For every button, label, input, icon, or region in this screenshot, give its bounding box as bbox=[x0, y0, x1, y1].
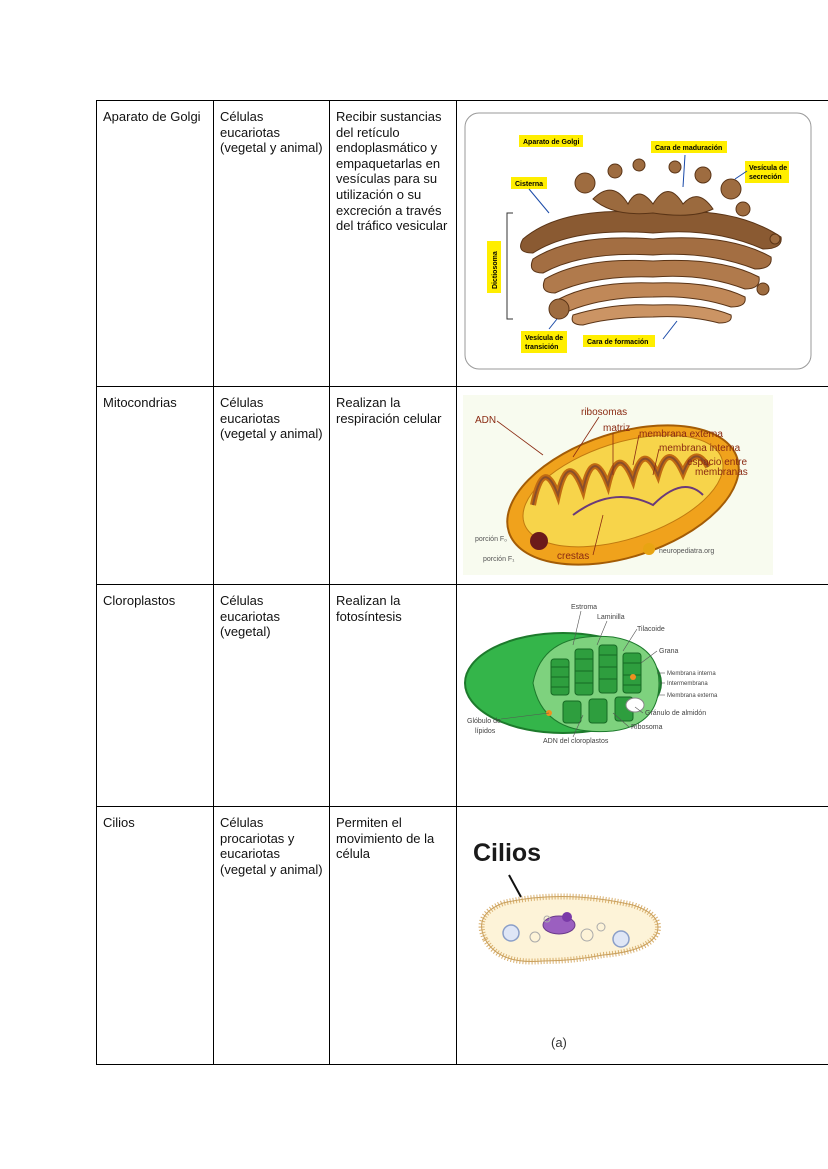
function-text: Realizan la respiración celular bbox=[336, 395, 442, 426]
label-tilacoide: Tilacoide bbox=[637, 626, 665, 633]
function-text: Recibir sustancias del retículo endoplasmático y empaquetarlas en vesículas para su utilización o su excreción a través del tráfico vesicular bbox=[336, 109, 448, 234]
label-membrana-externa: membrana externa bbox=[639, 429, 723, 440]
label-porcion-f0: porción F₀ bbox=[475, 536, 508, 543]
label-ribosomas: ribosomas bbox=[581, 407, 628, 418]
organelle-name-cell bbox=[97, 387, 214, 585]
image-cell bbox=[457, 585, 828, 807]
function-cell bbox=[330, 387, 457, 585]
label-espacio-2: membranas bbox=[695, 467, 748, 478]
label-granulo: Gránulo de almidón bbox=[645, 710, 707, 717]
label-adn: ADN del cloroplastos bbox=[543, 738, 609, 745]
organelle-name: Aparato de Golgi bbox=[103, 109, 201, 124]
table-row-chloroplasts bbox=[97, 585, 828, 807]
label-formacion: Cara de formación bbox=[587, 339, 649, 346]
organelle-name-cell bbox=[97, 585, 214, 807]
label-matriz: matriz bbox=[603, 423, 631, 434]
cell-type-cell bbox=[214, 807, 330, 1065]
organelle-name-cell bbox=[97, 101, 214, 387]
label-cilios-title: Cilios bbox=[473, 839, 542, 867]
cell-type: Células eucariotas (vegetal y animal) bbox=[220, 395, 323, 442]
label-adn: ADN bbox=[475, 415, 497, 426]
label-membrana-externa: Membrana externa bbox=[667, 693, 718, 699]
label-maduracion: Cara de maduración bbox=[655, 145, 723, 152]
label-porcion-f1: porción F₁ bbox=[483, 556, 515, 563]
label-dictiosoma: Dictiosoma bbox=[492, 251, 499, 289]
label-globulo-2: lípidos bbox=[475, 728, 496, 735]
image-cell bbox=[457, 387, 828, 585]
label-aparato: Aparato de Golgi bbox=[523, 139, 580, 146]
label-membrana-interna: Membrana interna bbox=[667, 671, 716, 677]
label-secrecion-2: secreción bbox=[749, 174, 782, 181]
label-globulo-1: Glóbulo de bbox=[467, 718, 501, 725]
table-row-golgi bbox=[97, 101, 828, 387]
label-ribosoma: Ribosoma bbox=[631, 724, 663, 731]
label-caption: (a) bbox=[551, 1035, 567, 1050]
label-espacio-1: espacio entre bbox=[687, 457, 748, 468]
cell-type: Células eucariotas (vegetal) bbox=[220, 593, 280, 640]
function-cell bbox=[330, 101, 457, 387]
label-cisterna: Cisterna bbox=[515, 181, 544, 188]
image-cell bbox=[457, 807, 828, 1065]
function-cell bbox=[330, 585, 457, 807]
label-intermembrana: Intermembrana bbox=[667, 681, 708, 687]
cell-type-cell bbox=[214, 387, 330, 585]
table-row-cilia bbox=[97, 807, 828, 1065]
function-text: Permiten el movimiento de la célula bbox=[336, 815, 435, 862]
organelle-name: Cilios bbox=[103, 815, 135, 830]
cell-type-cell bbox=[214, 585, 330, 807]
label-transicion-1: Vesícula de bbox=[525, 335, 564, 342]
golgi-illustration bbox=[463, 109, 815, 373]
function-cell bbox=[330, 807, 457, 1065]
image-cell bbox=[457, 101, 828, 387]
organelle-name: Cloroplastos bbox=[103, 593, 176, 608]
cell-type: Células procariotas y eucariotas (vegetal y animal) bbox=[220, 815, 323, 877]
label-grana: Grana bbox=[659, 648, 679, 655]
organelle-name: Mitocondrias bbox=[103, 395, 177, 410]
mitochondria-illustration bbox=[463, 395, 773, 575]
label-estroma: Estroma bbox=[571, 604, 598, 611]
label-membrana-interna: membrana interna bbox=[659, 443, 741, 454]
label-source: neuropediatra.org bbox=[659, 548, 715, 555]
function-text: Realizan la fotosíntesis bbox=[336, 593, 402, 624]
cilia-illustration bbox=[463, 815, 683, 1055]
label-transicion-2: transición bbox=[525, 344, 559, 351]
table-row-mitochondria bbox=[97, 387, 828, 585]
cell-type-cell bbox=[214, 101, 330, 387]
organelle-table bbox=[96, 100, 828, 1065]
cell-type: Células eucariotas (vegetal y animal) bbox=[220, 109, 323, 156]
organelle-name-cell bbox=[97, 807, 214, 1065]
chloroplast-illustration bbox=[463, 593, 753, 773]
label-crestas: crestas bbox=[557, 551, 590, 562]
label-laminilla: Laminilla bbox=[597, 614, 625, 621]
label-secrecion-1: Vesícula de bbox=[749, 165, 788, 172]
